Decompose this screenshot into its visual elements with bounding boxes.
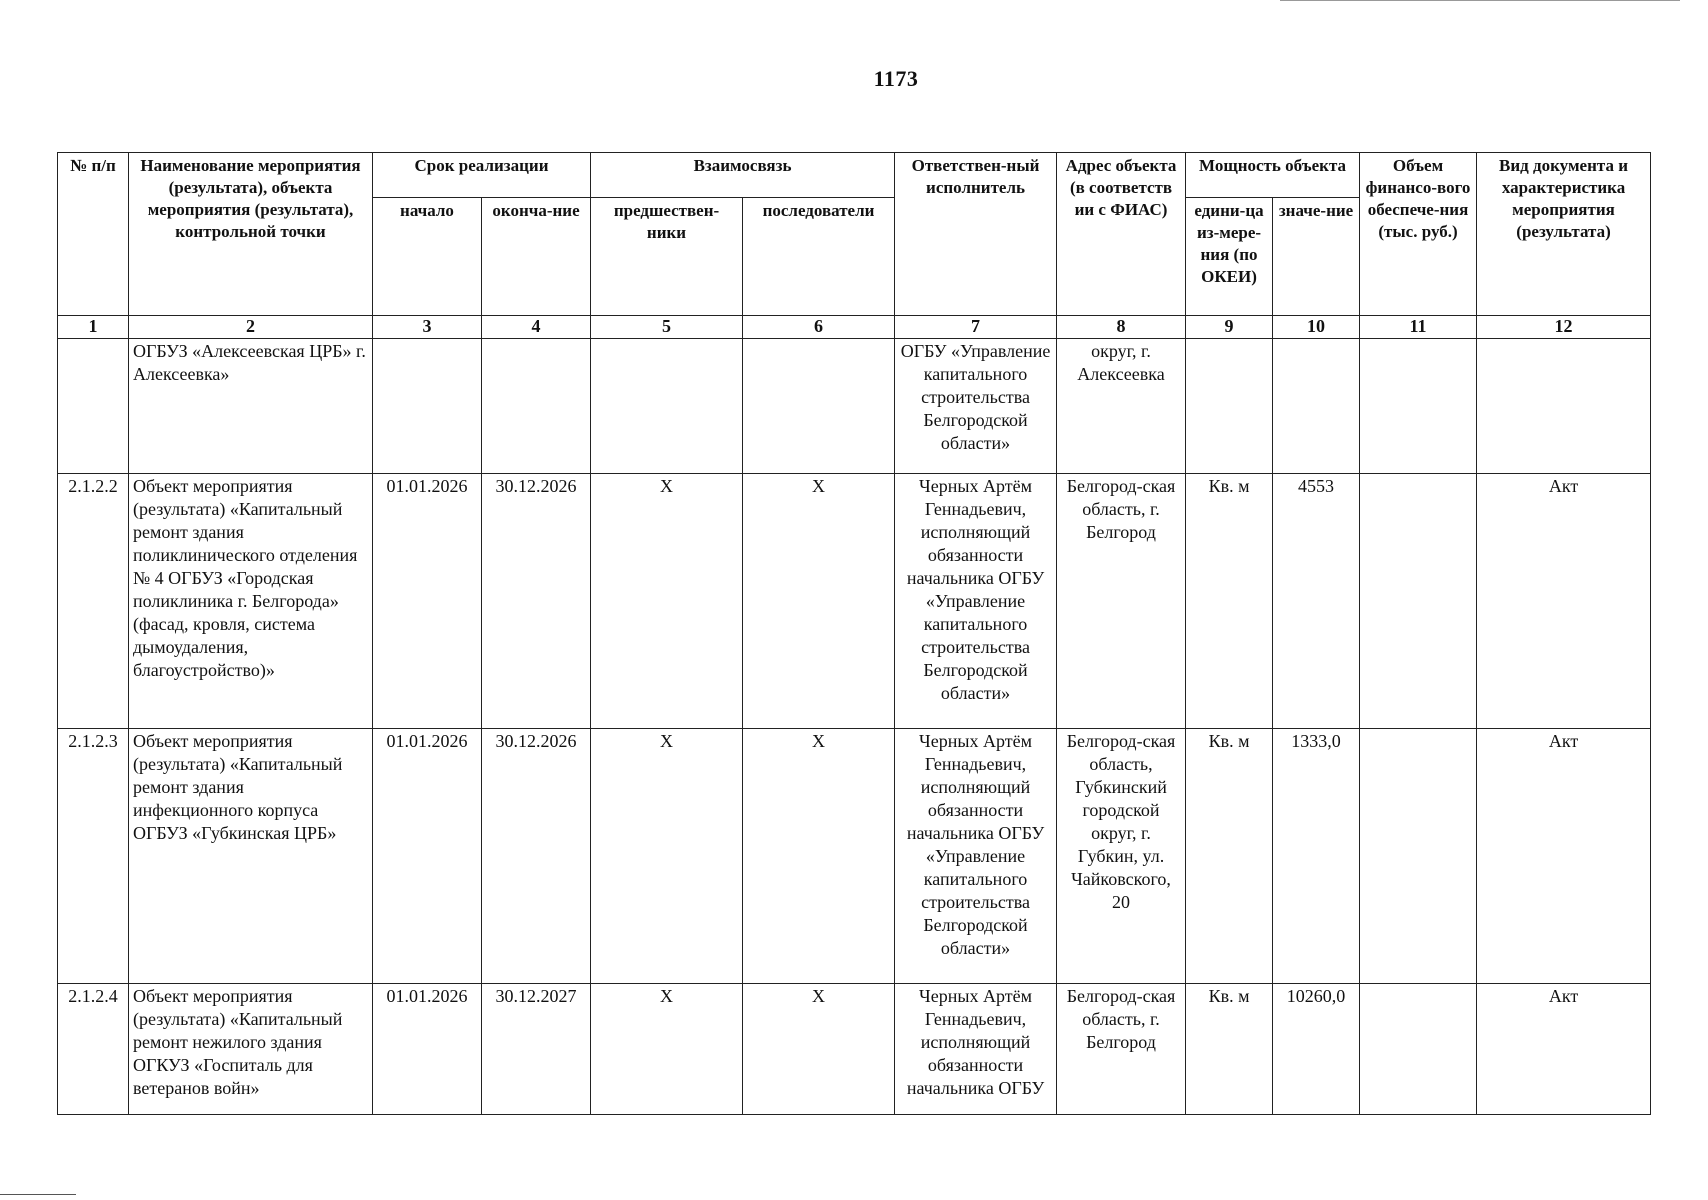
cell-no — [58, 339, 129, 474]
cell-document — [1477, 339, 1651, 474]
plan-table — [57, 152, 1651, 1115]
cell-name: ОГБУЗ «Алексеевская ЦРБ» г. Алексеевка» — [129, 339, 373, 474]
header-row-1 — [58, 153, 1651, 198]
cell-responsible: Черных Артём Геннадьевич, исполняющий обязанности начальника ОГБУ «Управление капитального строительства Белгородской области» — [895, 729, 1057, 984]
cell-end — [482, 339, 591, 474]
scan-top-line — [1280, 0, 1680, 1]
column-number: 9 — [1186, 316, 1273, 339]
header-name: Наименование мероприятия (результата), объекта мероприятия (результата), контрольной точки — [129, 153, 373, 316]
cell-unit: Кв. м — [1186, 729, 1273, 984]
header-capacity-value: значе-ние — [1273, 198, 1360, 316]
cell-predecessors: Х — [591, 984, 743, 1115]
cell-successors: Х — [743, 984, 895, 1115]
column-number: 3 — [373, 316, 482, 339]
cell-address: Белгород-ская область, г. Белгород — [1057, 984, 1186, 1115]
column-number: 10 — [1273, 316, 1360, 339]
header-predecessors: предшествен-ники — [591, 198, 743, 316]
cell-responsible: Черных Артём Геннадьевич, исполняющий обязанности начальника ОГБУ «Управление капитального строительства Белгородской области» — [895, 474, 1057, 729]
cell-unit: Кв. м — [1186, 984, 1273, 1115]
page-number: 1173 — [873, 66, 919, 91]
cell-name: Объект мероприятия (результата) «Капитальный ремонт здания поликлинического отделения № 4 ОГБУЗ «Городская поликлиника г. Белгорода» (фасад, кровля, система дымоудаления, благоустройство)» — [129, 474, 373, 729]
cell-document: Акт — [1477, 474, 1651, 729]
table-row — [58, 474, 1651, 729]
header-capacity: Мощность объекта — [1186, 153, 1360, 198]
cell-address: Белгород-ская область, г. Белгород — [1057, 474, 1186, 729]
cell-predecessors — [591, 339, 743, 474]
cell-no: 2.1.2.3 — [58, 729, 129, 984]
table-row — [58, 984, 1651, 1115]
cell-finance — [1360, 339, 1477, 474]
cell-document: Акт — [1477, 729, 1651, 984]
column-number-row — [58, 316, 1651, 339]
column-number: 1 — [58, 316, 129, 339]
header-term: Срок реализации — [373, 153, 591, 198]
header-successors: последователи — [743, 198, 895, 316]
header-no: № п/п — [58, 153, 129, 316]
cell-document: Акт — [1477, 984, 1651, 1115]
cell-start: 01.01.2026 — [373, 984, 482, 1115]
cell-value — [1273, 339, 1360, 474]
cell-finance — [1360, 729, 1477, 984]
column-number: 2 — [129, 316, 373, 339]
cell-name: Объект мероприятия (результата) «Капитальный ремонт нежилого здания ОГКУЗ «Госпиталь для ветеранов войн» — [129, 984, 373, 1115]
cell-responsible: Черных Артём Геннадьевич, исполняющий обязанности начальника ОГБУ — [895, 984, 1057, 1115]
column-number: 12 — [1477, 316, 1651, 339]
table-row — [58, 729, 1651, 984]
cell-value: 10260,0 — [1273, 984, 1360, 1115]
cell-no: 2.1.2.4 — [58, 984, 129, 1115]
cell-end: 30.12.2027 — [482, 984, 591, 1115]
cell-finance — [1360, 984, 1477, 1115]
scan-bottom-mark — [0, 1194, 76, 1195]
column-number: 7 — [895, 316, 1057, 339]
header-capacity-unit: едини-ца из-мере-ния (по ОКЕИ) — [1186, 198, 1273, 316]
cell-predecessors: Х — [591, 474, 743, 729]
column-number: 4 — [482, 316, 591, 339]
cell-successors: Х — [743, 474, 895, 729]
cell-successors — [743, 339, 895, 474]
cell-start: 01.01.2026 — [373, 474, 482, 729]
cell-name: Объект мероприятия (результата) «Капитальный ремонт здания инфекционного корпуса ОГБУЗ «Губкинская ЦРБ» — [129, 729, 373, 984]
header-term-end: оконча-ние — [482, 198, 591, 316]
header-document: Вид документа и характеристика мероприятия (результата) — [1477, 153, 1651, 316]
cell-end: 30.12.2026 — [482, 474, 591, 729]
cell-unit: Кв. м — [1186, 474, 1273, 729]
cell-no: 2.1.2.2 — [58, 474, 129, 729]
cell-value: 1333,0 — [1273, 729, 1360, 984]
header-finance: Объем финансо-вого обеспече-ния (тыс. руб.) — [1360, 153, 1477, 316]
table-row — [58, 339, 1651, 474]
cell-start: 01.01.2026 — [373, 729, 482, 984]
cell-end: 30.12.2026 — [482, 729, 591, 984]
cell-start — [373, 339, 482, 474]
cell-value: 4553 — [1273, 474, 1360, 729]
cell-address: Белгород-ская область, Губкинский городской округ, г. Губкин, ул. Чайковского, 20 — [1057, 729, 1186, 984]
header-link: Взаимосвязь — [591, 153, 895, 198]
column-number: 11 — [1360, 316, 1477, 339]
cell-address: округ, г. Алексеевка — [1057, 339, 1186, 474]
cell-unit — [1186, 339, 1273, 474]
cell-responsible: ОГБУ «Управление капитального строительства Белгородской области» — [895, 339, 1057, 474]
cell-predecessors: Х — [591, 729, 743, 984]
column-number: 5 — [591, 316, 743, 339]
header-term-start: начало — [373, 198, 482, 316]
header-address: Адрес объекта (в соответств ии с ФИАС) — [1057, 153, 1186, 316]
column-number: 8 — [1057, 316, 1186, 339]
header-responsible: Ответствен-ный исполнитель — [895, 153, 1057, 316]
column-number: 6 — [743, 316, 895, 339]
cell-successors: Х — [743, 729, 895, 984]
cell-finance — [1360, 474, 1477, 729]
